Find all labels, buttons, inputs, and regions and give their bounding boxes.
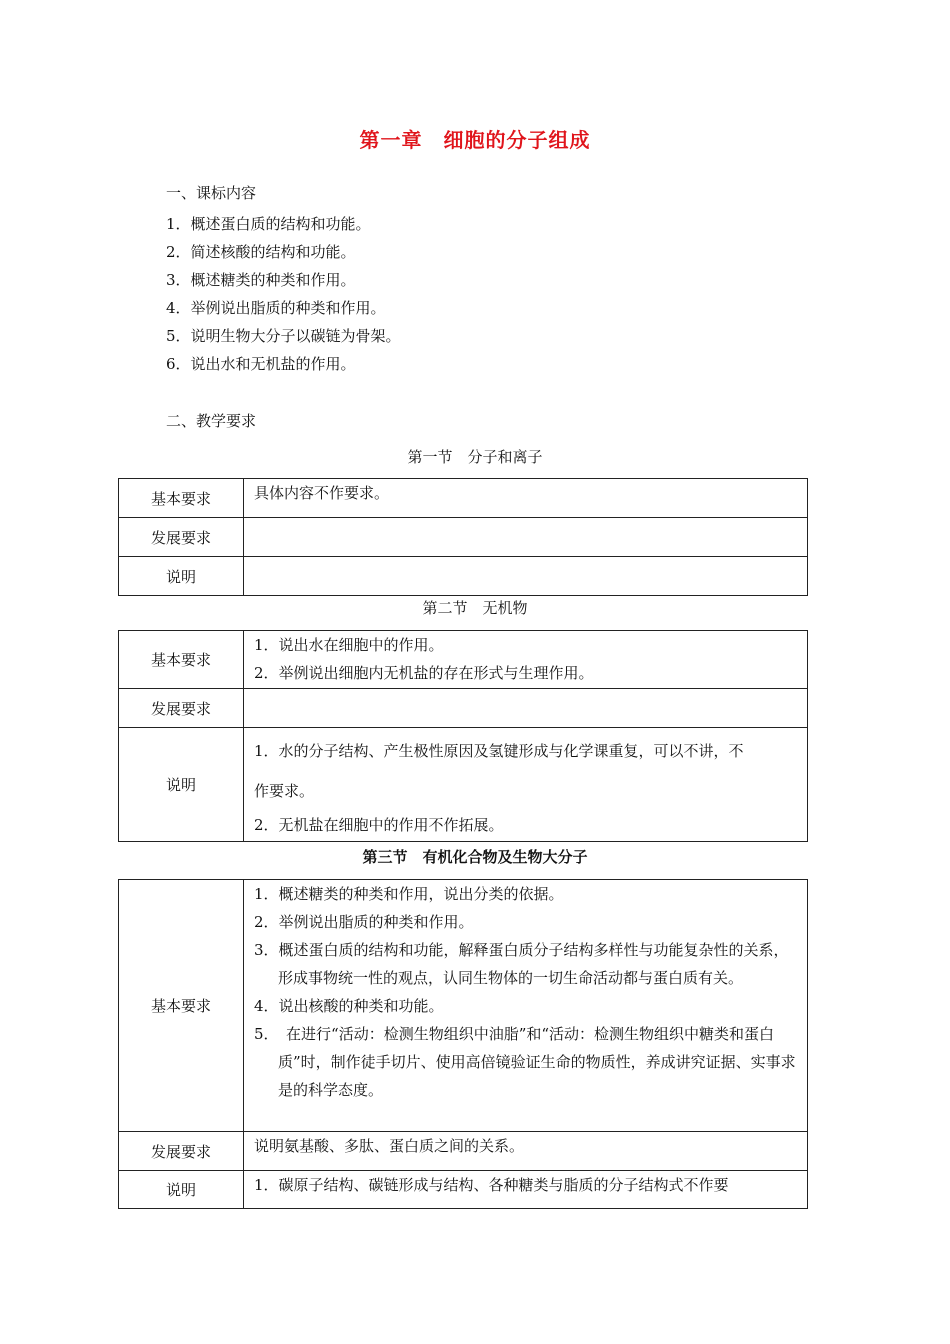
list-item: 5．说明生物大分子以碳链为骨架。 (166, 327, 401, 345)
table-row (119, 557, 808, 596)
jie2-develop (244, 689, 808, 728)
jie3-develop: 说明氨基酸、多肽、蛋白质之间的关系。 (244, 1132, 808, 1171)
list-item: 3．概述糖类的种类和作用。 (166, 271, 356, 289)
list-item: 1．概述糖类的种类和作用，说出分类的依据。 (254, 885, 564, 903)
label-basic: 基本要求 (119, 880, 244, 1132)
jie3-note: 1．碳原子结构、碳链形成与结构、各种糖类与脂质的分子结构式不作要 (244, 1171, 808, 1209)
label-note: 说明 (119, 728, 244, 842)
list-item: 6．说出水和无机盐的作用。 (166, 355, 356, 373)
table-row (119, 728, 808, 842)
list-item: 2．简述核酸的结构和功能。 (166, 243, 356, 261)
table-row (119, 689, 808, 728)
list-item: 4．说出核酸的种类和功能。 (254, 997, 444, 1015)
jie3-title: 第三节 有机化合物及生物大分子 (362, 848, 588, 866)
label-basic: 基本要求 (119, 631, 244, 689)
chapter-title: 第一章 细胞的分子组成 (359, 128, 591, 152)
list-item: 1．概述蛋白质的结构和功能。 (166, 215, 371, 233)
section-heading-teaching: 二、教学要求 (166, 412, 257, 430)
jie2-table (118, 630, 808, 842)
label-basic: 基本要求 (119, 479, 244, 518)
table-row (119, 518, 808, 557)
list-item: 3．概述蛋白质的结构和功能，解释蛋白质分子结构多样性与功能复杂性的关系，形成事物统一性的观点，认同生物体的一切生命活动都与蛋白质有关。 (254, 941, 789, 987)
list-item: 2．举例说出细胞内无机盐的存在形式与生理作用。 (254, 664, 594, 682)
jie2-note (244, 728, 808, 842)
jie1-title: 第一节 分子和离子 (407, 448, 543, 466)
list-item: 作要求。 (254, 781, 315, 800)
jie3-basic (244, 880, 808, 1132)
jie2-title: 第二节 无机物 (422, 599, 528, 617)
table-row (119, 880, 808, 1132)
list-item: 4．举例说出脂质的种类和作用。 (166, 299, 386, 317)
jie2-basic (244, 631, 808, 689)
section-heading-curriculum: 一、课标内容 (166, 184, 257, 202)
list-item: 1．说出水在细胞中的作用。 (254, 636, 444, 654)
jie1-develop (244, 518, 808, 557)
jie3-table (118, 879, 808, 1209)
label-develop: 发展要求 (119, 689, 244, 728)
table-row (119, 1132, 808, 1171)
curriculum-list (166, 210, 401, 378)
table-row (119, 479, 808, 518)
list-item: 2．无机盐在细胞中的作用不作拓展。 (254, 815, 504, 834)
list-item: 2．举例说出脂质的种类和作用。 (254, 913, 474, 931)
jie1-table (118, 478, 808, 596)
list-item: 1．水的分子结构、产生极性原因及氢键形成与化学课重复，可以不讲，不 (254, 741, 744, 760)
label-note: 说明 (119, 557, 244, 596)
jie1-note (244, 557, 808, 596)
label-develop: 发展要求 (119, 518, 244, 557)
label-note: 说明 (119, 1171, 244, 1209)
jie1-basic: 具体内容不作要求。 (244, 479, 808, 518)
label-develop: 发展要求 (119, 1132, 244, 1171)
list-item: 5． 在进行“活动：检测生物组织中油脂”和“活动：检测生物组织中糖类和蛋白质”时，制作徒手切片、使用高倍镜验证生命的物质性，养成讲究证据、实事求是的科学态度。 (254, 1025, 796, 1099)
table-row (119, 631, 808, 689)
table-row (119, 1171, 808, 1209)
